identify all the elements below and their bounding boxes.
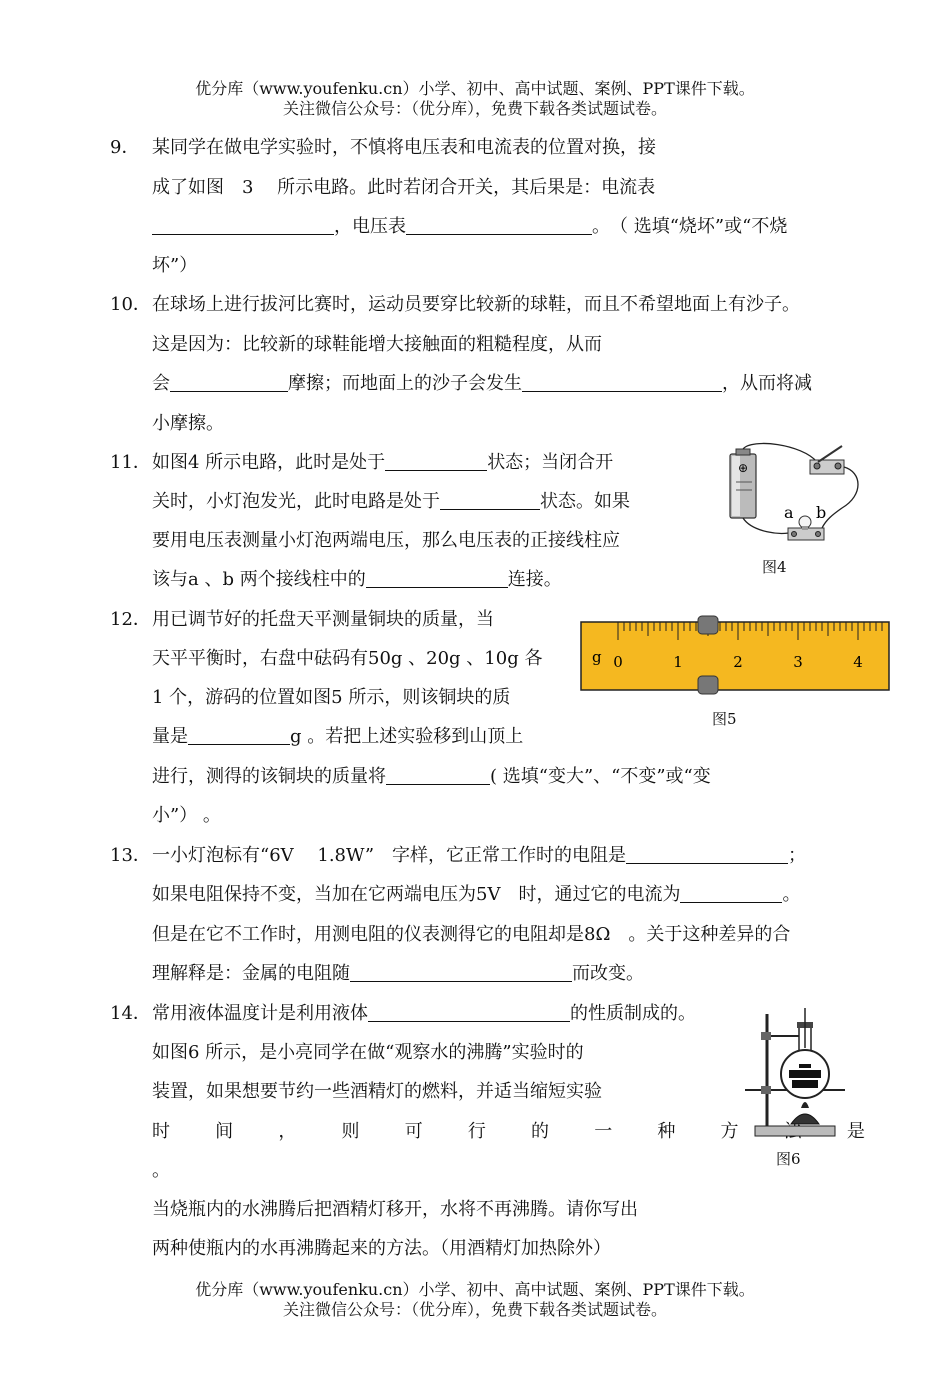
ruler-unit-label: g [592,648,602,666]
q12-change-blank[interactable] [386,766,490,785]
ruler-tick-label: 2 [733,653,743,671]
ruler-tick-label: 1 [673,653,683,671]
q12-mass-blank[interactable] [188,726,290,745]
switch-icon [810,446,844,474]
q13-line-3: 但是在它不工作时，用测电阻的仪表测得它的电阻却是8Ω 。关于这种差异的合 [152,924,791,945]
q11-blank-2[interactable] [440,491,540,510]
figure-6-caption: 图6 [776,1150,801,1168]
q14-line-7: 两种使瓶内的水再沸腾起来的方法。（用酒精灯加热除外） [152,1238,611,1259]
header-line-2: 关注微信公众号：（优分库），免费下载各类试题试卷。 [282,99,667,118]
q14-line-1: 常用液体温度计是利用液体 的性质制成的。 [152,1003,696,1024]
q11-blank-1[interactable] [385,452,487,471]
q9-line-1: 某同学在做电学实验时，不慎将电压表和电流表的位置对换，接 [152,137,656,158]
q11-line-1: 如图4 所示电路，此时是处于 状态；当闭合开 [152,452,614,473]
q13-line-4: 理解释是：金属的电阻随 而改变。 [152,963,644,984]
q13-reason-blank[interactable] [350,963,572,982]
q13-number: 13． [110,845,151,866]
figure-4-circuit [722,440,872,550]
q11-line-4: 该与a 、b 两个接线柱中的 连接。 [152,569,562,590]
ruler-tick-label: 4 [853,653,863,671]
terminal-b-label: b [816,503,827,522]
q13-line-1: 一小灯泡标有“6V 1.8W” 字样，它正常工作时的电阻是 ； [152,845,807,866]
q14-property-blank[interactable] [368,1003,570,1022]
q14-line-5: 。 [152,1160,170,1181]
ruler-tick-label: 0 [613,653,623,671]
q14-line-6: 当烧瓶内的水沸腾后把酒精灯移开，水将不再沸腾。请你写出 [152,1199,638,1220]
q12-line-2: 天平平衡时，右盘中砝码有50g 、20g 、10g 各 [152,648,543,669]
flask-icon [781,1008,829,1098]
q13-current-blank[interactable] [680,884,782,903]
q13-line-2: 如果电阻保持不变，当加在它两端电压为5V 时，通过它的电流为 。 [152,884,801,905]
q9-number: 9． [110,137,140,158]
q12-line-3: 1 个，游码的位置如图5 所示，则该铜块的质 [152,687,511,708]
q9-line-3: ，电压表 。 （ 选填“烧坏”或“不烧 [152,216,787,238]
figure-4-caption: 图4 [762,558,787,576]
q10-line-2: 这是因为：比较新的球鞋能增大接触面的粗糙程度，从而 [152,334,602,355]
footer-line-2: 关注微信公众号：（优分库），免费下载各类试题试卷。 [282,1300,667,1319]
q12-line-5: 进行，测得的该铜块的质量将 ( 选填“变大”、“不变”或“变 [152,766,711,787]
q10-blank-2[interactable] [522,373,722,392]
svg-text:⊕: ⊕ [737,461,749,475]
q9-voltmeter-blank[interactable] [406,216,592,235]
q12-line-6: 小”） 。 [152,805,221,826]
header-line-1: 优分库（www.youfenku.cn）小学、初中、高中试题、案例、PPT课件下载。 [195,79,755,98]
ruler-tick-label: 3 [793,653,803,671]
q14-line-3: 装置，如果想要节约一些酒精灯的燃料，并适当缩短实验 [152,1081,602,1102]
battery-icon [730,449,756,518]
figure-6-apparatus [745,1008,845,1140]
footer-line-1: 优分库（www.youfenku.cn）小学、初中、高中试题、案例、PPT课件下载。 [195,1280,755,1299]
q14-number: 14． [110,1003,151,1024]
q11-blank-3[interactable] [366,569,508,588]
q10-number: 10． [110,294,151,315]
q13-resistance-blank[interactable] [626,845,788,864]
q11-number: 11． [110,452,151,473]
figure-5-caption: 图5 [712,710,737,728]
q14-line-2: 如图6 所示，是小亮同学在做“观察水的沸腾”实验时的 [152,1042,584,1063]
alcohol-lamp-icon [791,1102,819,1124]
q9-line-4: 坏”） [152,255,198,276]
q11-line-3: 要用电压表测量小灯泡两端电压，那么电压表的正接线柱应 [152,530,620,551]
q9-line-2: 成了如图 3 所示电路。此时若闭合开关，其后果是：电流表 [152,177,656,198]
q10-line-4: 小摩擦。 [152,413,224,434]
q14-line-4: 时 间 ， 则 可 行 的 一 种 方 是 [152,1121,865,1142]
q10-line-1: 在球场上进行拔河比赛时，运动员要穿比较新的球鞋，而且不希望地面上有沙子。 [152,294,800,315]
rider-bottom[interactable] [698,676,718,694]
q12-line-4: 量是 g 。若把上述实验移到山顶上 [152,726,524,747]
q12-line-1: 用已调节好的托盘天平测量铜块的质量，当 [152,609,494,630]
rider-top[interactable] [698,616,718,634]
q9-ammeter-blank[interactable] [152,216,334,235]
q11-line-2: 关时，小灯泡发光，此时电路是处于 状态。如果 [152,491,630,512]
terminal-a-label: a [784,503,794,522]
figure-5-ruler [580,612,892,700]
q10-blank-1[interactable] [170,373,288,392]
q12-number: 12． [110,609,151,630]
q10-line-3: 会 摩擦；而地面上的沙子会发生 ，从而将减 [152,373,812,394]
